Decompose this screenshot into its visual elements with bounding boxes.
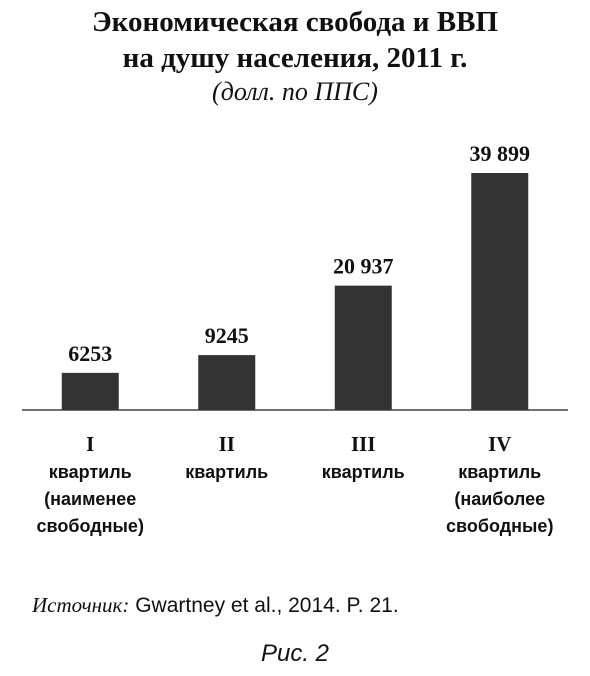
bar-4 <box>471 173 528 410</box>
bar-2 <box>198 355 255 410</box>
data-label-2: 9245 <box>204 323 249 349</box>
chart-subtitle: (долл. по ППС) <box>212 77 378 106</box>
data-label-3: 20 937 <box>333 253 394 279</box>
category-label-4-line-1: IV <box>488 432 512 456</box>
category-label-1-line-2: квартиль <box>48 462 132 482</box>
chart-title-line-2: на душу населения, 2011 г. <box>122 42 468 74</box>
bar-3 <box>335 286 392 410</box>
category-label-3-line-2: квартиль <box>321 462 405 482</box>
category-label-4-line-2: квартиль <box>458 462 542 482</box>
data-label-4: 39 899 <box>469 141 530 166</box>
figure-caption: Рис. 2 <box>260 640 330 667</box>
category-label-2-line-2: квартиль <box>185 462 269 482</box>
category-label-4-line-4: свободные) <box>446 516 554 536</box>
category-label-4-line-3: (наиболее <box>454 489 546 509</box>
category-label-2-line-1: II <box>218 432 235 456</box>
category-label-1-line-4: свободные) <box>36 516 144 536</box>
source-text: Gwartney et al., 2014. P. 21. <box>135 594 399 617</box>
category-label-1-line-3: (наименее <box>44 489 137 509</box>
category-label-3-line-1: III <box>350 432 376 456</box>
data-label-1: 6253 <box>68 340 113 366</box>
category-label-1-line-1: I <box>86 432 95 456</box>
bar-1 <box>62 373 119 410</box>
source-note <box>32 593 399 618</box>
source-label: Источник: <box>32 593 130 617</box>
chart-title-line-1: Экономическая свобода и ВВП <box>91 6 498 38</box>
